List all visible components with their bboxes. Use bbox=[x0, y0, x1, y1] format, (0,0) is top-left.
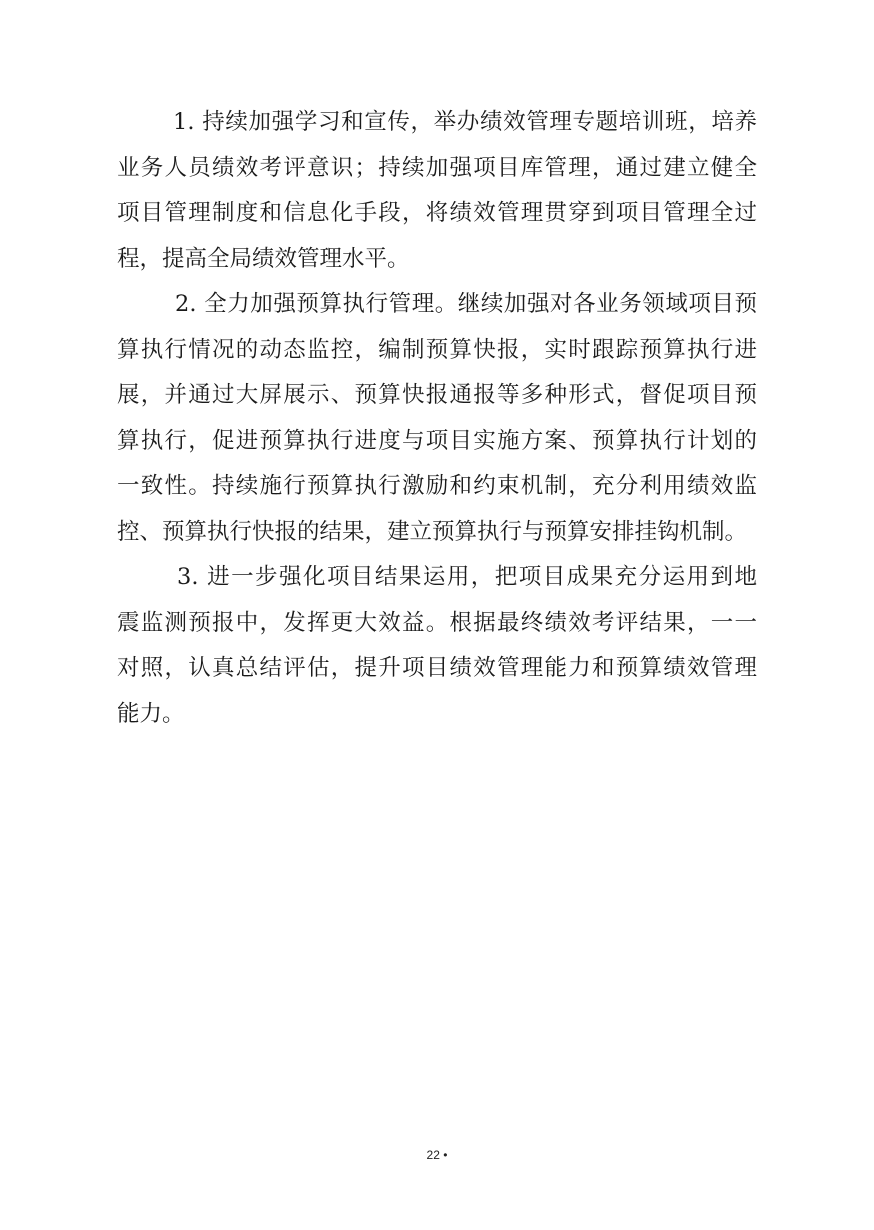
paragraph-line: 对照，认真总结评估，提升项目绩效管理能力和预算绩效管理 bbox=[117, 655, 757, 681]
paragraph-line: 业务人员绩效考评意识；持续加强项目库管理，通过建立健全 bbox=[117, 154, 757, 181]
paragraph-line: 2. 全力加强预算执行管理。继续加强对各业务领域项目预 bbox=[175, 291, 757, 317]
page-number: 22 • bbox=[426, 1148, 448, 1162]
body-text bbox=[117, 100, 757, 737]
paragraph-3 bbox=[117, 555, 757, 737]
paragraph-line: 能力。 bbox=[117, 700, 185, 727]
paragraph-line: 项目管理制度和信息化手段，将绩效管理贯穿到项目管理全过 bbox=[117, 200, 757, 226]
paragraph-1 bbox=[117, 100, 757, 282]
paragraph-line: 震监测预报中，发挥更大效益。根据最终绩效考评结果，一一 bbox=[117, 609, 757, 636]
paragraph-2 bbox=[117, 282, 757, 555]
paragraph-line: 程，提高全局绩效管理水平。 bbox=[117, 245, 410, 272]
paragraph-line: 算执行，促进预算执行进度与项目实施方案、预算执行计划的 bbox=[117, 427, 757, 454]
paragraph-line: 1. 持续加强学习和宣传，举办绩效管理专题培训班，培养 bbox=[173, 109, 757, 135]
paragraph-line: 一致性。持续施行预算执行激励和约束机制，充分利用绩效监 bbox=[117, 473, 757, 499]
paragraph-line: 展，并通过大屏展示、预算快报通报等多种形式，督促项目预 bbox=[117, 382, 757, 408]
paragraph-line: 控、预算执行快报的结果，建立预算执行与预算安排挂钩机制。 bbox=[117, 518, 748, 545]
paragraph-line: 算执行情况的动态监控，编制预算快报，实时跟踪预算执行进 bbox=[117, 336, 757, 363]
paragraph-line: 3. 进一步强化项目结果运用，把项目成果充分运用到地 bbox=[177, 564, 757, 590]
